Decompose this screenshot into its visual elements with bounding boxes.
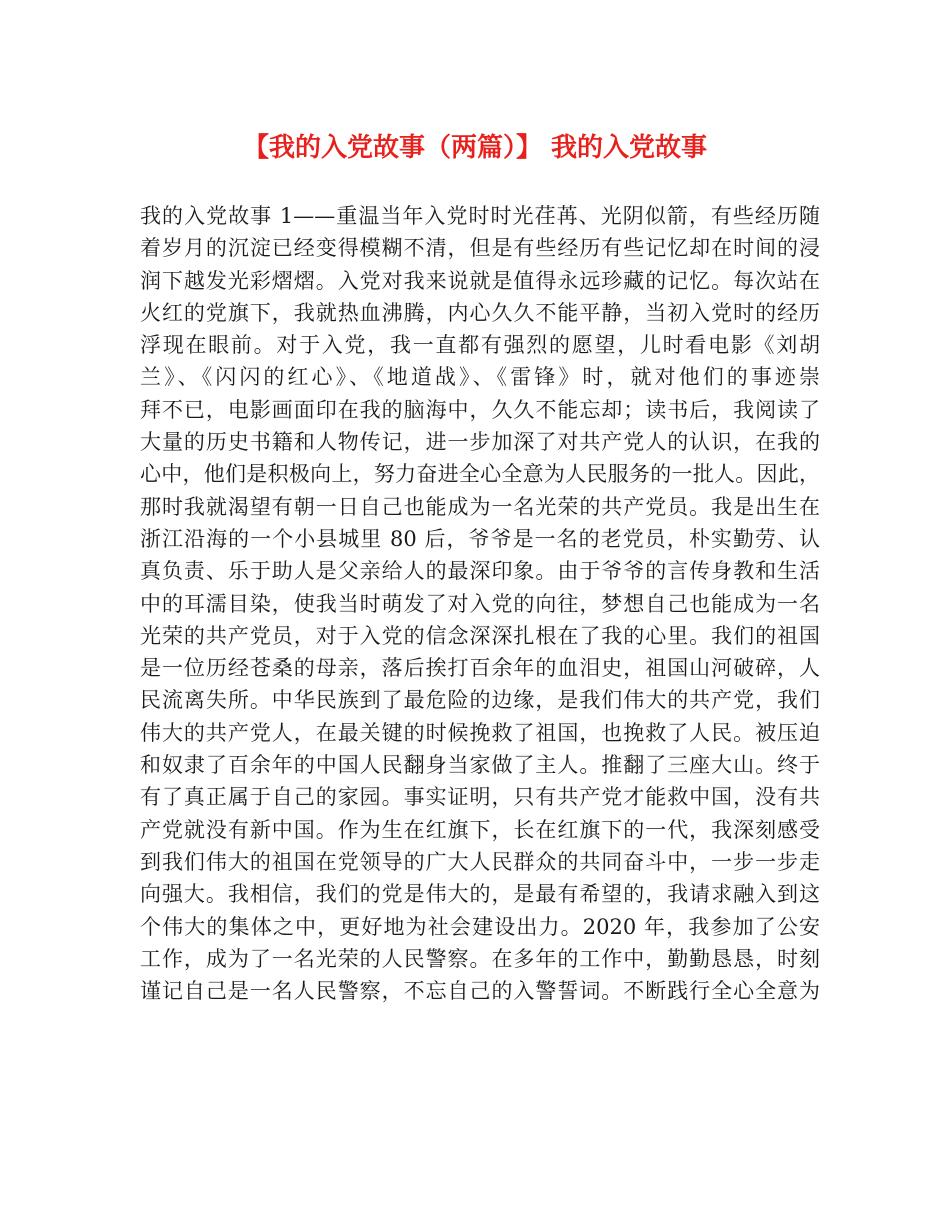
body-line: 是一位历经苍桑的母亲，落后挨打百余年的血泪史，祖国山河破碎，人 [140, 656, 820, 681]
body-line: 伟大的共产党人，在最关键的时候挽救了祖国，也挽救了人民。被压迫 [140, 720, 820, 745]
body-line: 兰》、《闪闪的红心》、《地道战》、《雷锋》时，就对他们的事迹崇 [140, 365, 820, 390]
document-body [140, 200, 820, 1007]
body-line: 拜不已，电影画面印在我的脑海中，久久不能忘却；读书后，我阅读了 [140, 397, 820, 422]
body-line: 向强大。我相信，我们的党是伟大的，是最有希望的，我请求融入到这 [140, 882, 820, 907]
body-line: 谨记自己是一名人民警察，不忘自己的入警誓词。不断践行全心全意为 [140, 979, 820, 1004]
body-line: 润下越发光彩熠熠。入党对我来说就是值得永远珍藏的记忆。每次站在 [140, 268, 820, 293]
body-line: 那时我就渴望有朝一日自己也能成为一名光荣的共产党员。我是出生在 [140, 494, 820, 519]
body-line: 到我们伟大的祖国在党领导的广大人民群众的共同奋斗中，一步一步走 [140, 849, 820, 874]
body-line: 心中，他们是积极向上，努力奋进全心全意为人民服务的一批人。因此， [140, 462, 820, 487]
body-line: 真负责、乐于助人是父亲给人的最深印象。由于爷爷的言传身教和生活 [140, 559, 820, 584]
body-line: 民流离失所。中华民族到了最危险的边缘，是我们伟大的共产党，我们 [140, 688, 820, 713]
body-line: 光荣的共产党员，对于入党的信念深深扎根在了我的心里。我们的祖国 [140, 623, 820, 648]
body-line: 个伟大的集体之中，更好地为社会建设出力。2020 年，我参加了公安 [140, 914, 820, 939]
body-line: 浮现在眼前。对于入党，我一直都有强烈的愿望，儿时看电影《刘胡 [140, 333, 820, 358]
body-line: 中的耳濡目染，使我当时萌发了对入党的向往，梦想自己也能成为一名 [140, 591, 820, 616]
body-line: 浙江沿海的一个小县城里 80 后，爷爷是一名的老党员，朴实勤劳、认 [140, 526, 820, 551]
body-line: 火红的党旗下，我就热血沸腾，内心久久不能平静，当初入党时的经历 [140, 300, 820, 325]
body-line: 产党就没有新中国。作为生在红旗下，长在红旗下的一代，我深刻感受 [140, 817, 820, 842]
document-title: 【我的入党故事（两篇）】 我的入党故事 [242, 133, 708, 163]
body-line: 我的入党故事 1——重温当年入党时时光荏苒、光阴似箭，有些经历随 [140, 204, 820, 228]
body-line: 工作，成为了一名光荣的人民警察。在多年的工作中，勤勤恳恳，时刻 [140, 946, 820, 971]
body-line: 着岁月的沉淀已经变得模糊不清，但是有些经历有些记忆却在时间的浸 [140, 236, 820, 261]
body-line: 和奴隶了百余年的中国人民翻身当家做了主人。推翻了三座大山。终于 [140, 753, 820, 778]
body-line: 有了真正属于自己的家园。事实证明，只有共产党才能救中国，没有共 [140, 785, 820, 810]
body-line: 大量的历史书籍和人物传记，进一步加深了对共产党人的认识，在我的 [140, 430, 820, 455]
